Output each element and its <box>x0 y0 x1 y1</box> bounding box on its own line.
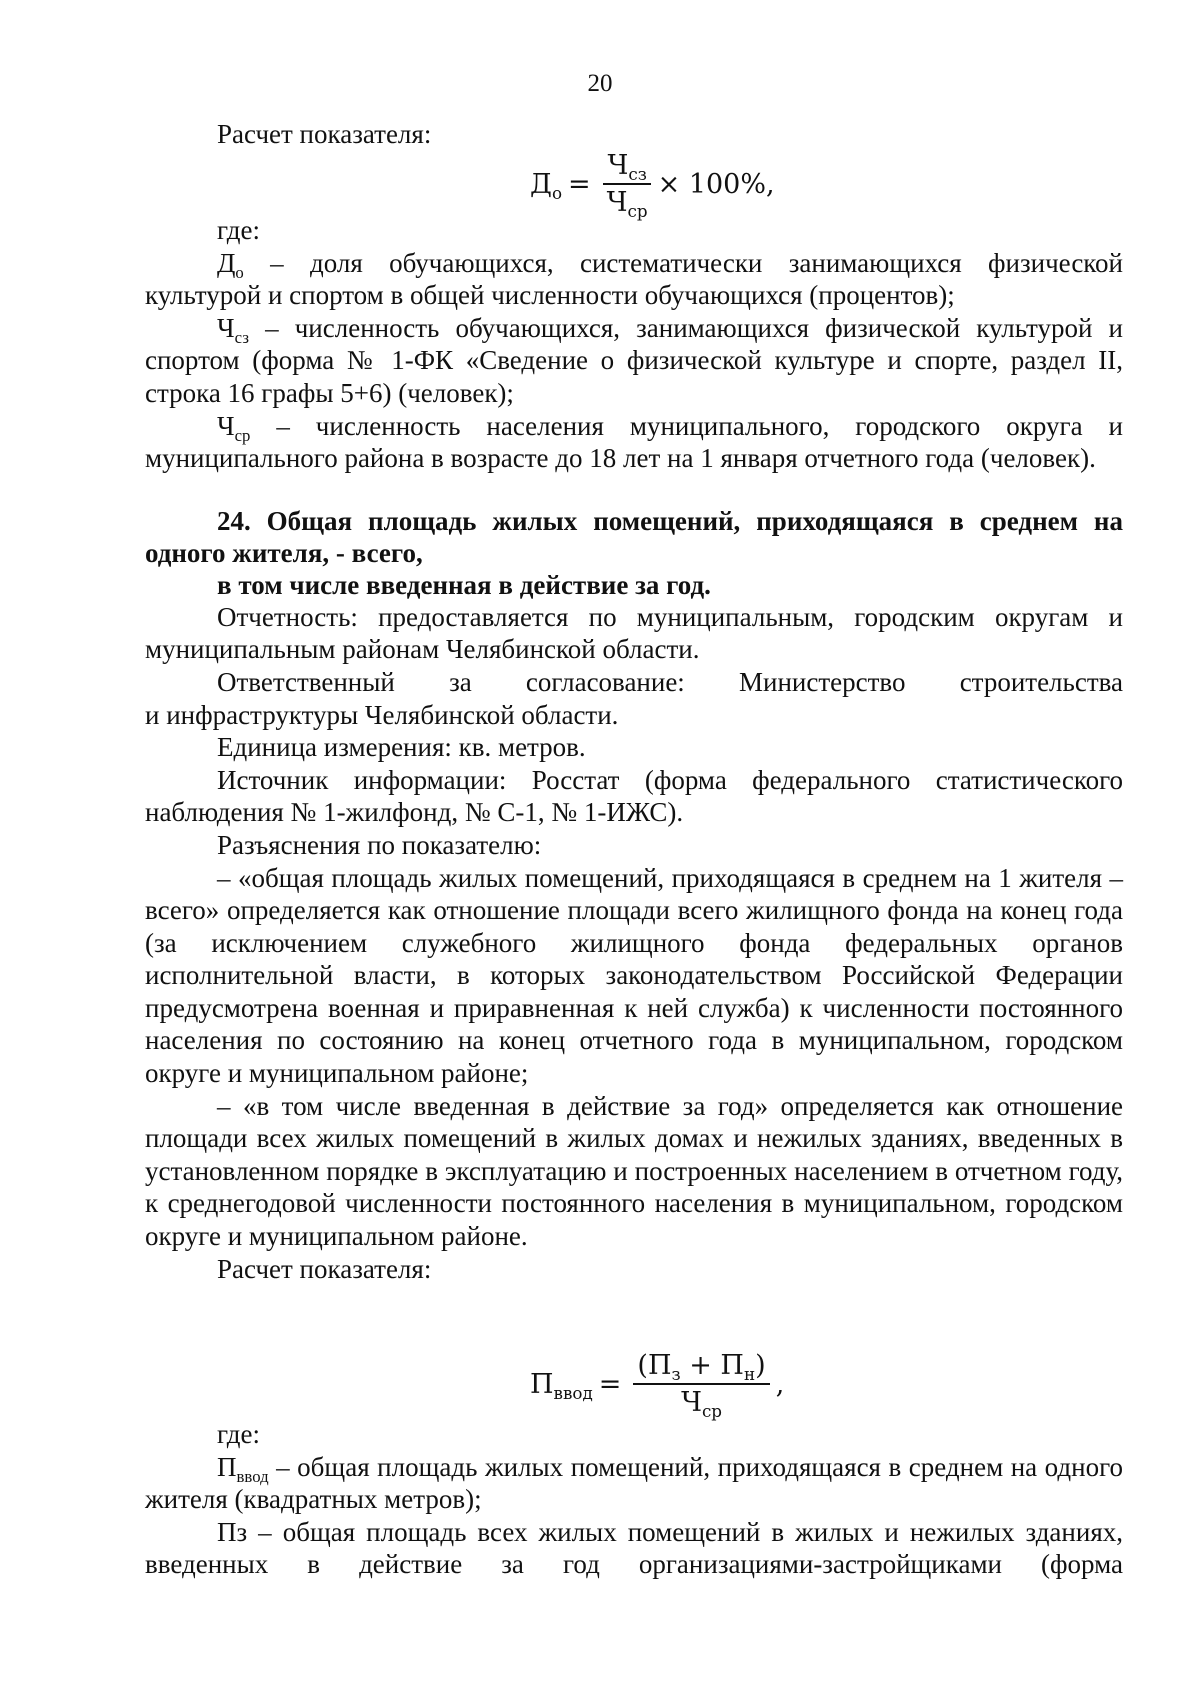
calc-label-1: Расчет показателя: <box>217 119 432 149</box>
explanations-label: Разъяснения по показателю: <box>217 829 542 860</box>
def-chsz: $Ч_{сз}$ – численность обучающихся, занимающихся физической культурой и спортом (форма № 1-ФК «Сведение о физической культуре и спорте, раздел II, строка 16 графы 5+6) (человек); <box>145 312 1123 408</box>
responsible-line-1: Ответственный за согласование: Министерство строительства <box>217 666 1123 697</box>
formula1-fraction <box>603 150 652 221</box>
page-number: 20 <box>587 70 613 97</box>
calc-label-2: Расчет показателя: <box>217 1253 432 1284</box>
formula2-tail: , <box>775 1368 785 1400</box>
def-pz: Пз – общая площадь всех жилых помещений в жилых и нежилых зданиях, введенных в действие за год организациями-застройщиками (форма <box>145 1516 1123 1580</box>
source-text: Источник информации: Росстат (форма федерального статистического наблюдения № 1-жилфонд, № С-1, № 1-ИЖС). <box>145 764 1123 828</box>
def-do: $Д_о$ – доля обучающихся, систематически занимающихся физической культурой и спортом в общей численности обучающихся (процентов); <box>145 247 1123 311</box>
formula1-numerator: $Ч_{сз}$ <box>603 150 650 185</box>
explanation-1: – «общая площадь жилых помещений, приходящаяся в среднем на 1 жителя – всего» определяется как отношение площади всего жилищного фонда на конец года (за исключением служебного жилищного фонда федеральных органов исполнительной власти, в которых законодательством Российской Федерации предусмотрена военная и приравненная к ней служба) к численности постоянного населения по состоянию на конец отчетного года в муниципальном, городском округе и муниципальном районе; <box>145 862 1123 1089</box>
reporting-text: Отчетность: предоставляется по муниципальным, городским округам и муниципальным районам Челябинской области. <box>145 601 1123 665</box>
formula2-fraction <box>633 1350 769 1421</box>
heading-24: 24. Общая площадь жилых помещений, приходящаяся в среднем на одного жителя, - всего, <box>145 505 1123 568</box>
formula2-denominator: $Ч_{ср}$ <box>681 1387 723 1421</box>
section-top <box>145 118 1123 151</box>
def-pvvod: $П_{ввод}$ – общая площадь жилых помещений, приходящаяся в среднем на одного жителя (квадратных метров); <box>145 1451 1123 1515</box>
formula-housing-area <box>530 1350 785 1421</box>
heading-24-sub: в том числе введенная в действие за год. <box>217 569 711 600</box>
definitions-2 <box>145 1418 1123 1581</box>
explanation-2: – «в том числе введенная в действие за год» определяется как отношение площади всех жилых помещений в жилых домах и нежилых зданиях, введенных в установленном порядке в эксплуатацию и построенных населением в отчетном году, к среднегодовой численности постоянного населения в муниципальном, городском округе и муниципальном районе. <box>145 1090 1123 1252</box>
where-label-1: где: <box>217 215 260 245</box>
responsible-line-2: и инфраструктуры Челябинской области. <box>145 699 619 730</box>
formula1-lhs: $Д_о$ <box>530 168 563 203</box>
def-chsr: $Ч_{ср}$ – численность населения муниципального, городского округа и муниципального района в возрасте до 18 лет на 1 января отчетного года (человек). <box>145 410 1123 474</box>
unit-text: Единица измерения: кв. метров. <box>217 732 586 763</box>
formula1-denominator: $Ч_{ср}$ <box>606 187 648 221</box>
where-label-2: где: <box>217 1419 260 1449</box>
formula2-numerator: $(П_з + П_н)$ <box>633 1350 769 1385</box>
formula1-tail: × 100%, <box>657 168 775 200</box>
formula2-eq: = <box>598 1368 622 1400</box>
formula1-eq: = <box>568 168 591 200</box>
formula2-lhs: $П_{ввод}$ <box>530 1368 593 1403</box>
definitions-1 <box>145 214 1123 1285</box>
formula-share-students <box>530 150 775 221</box>
